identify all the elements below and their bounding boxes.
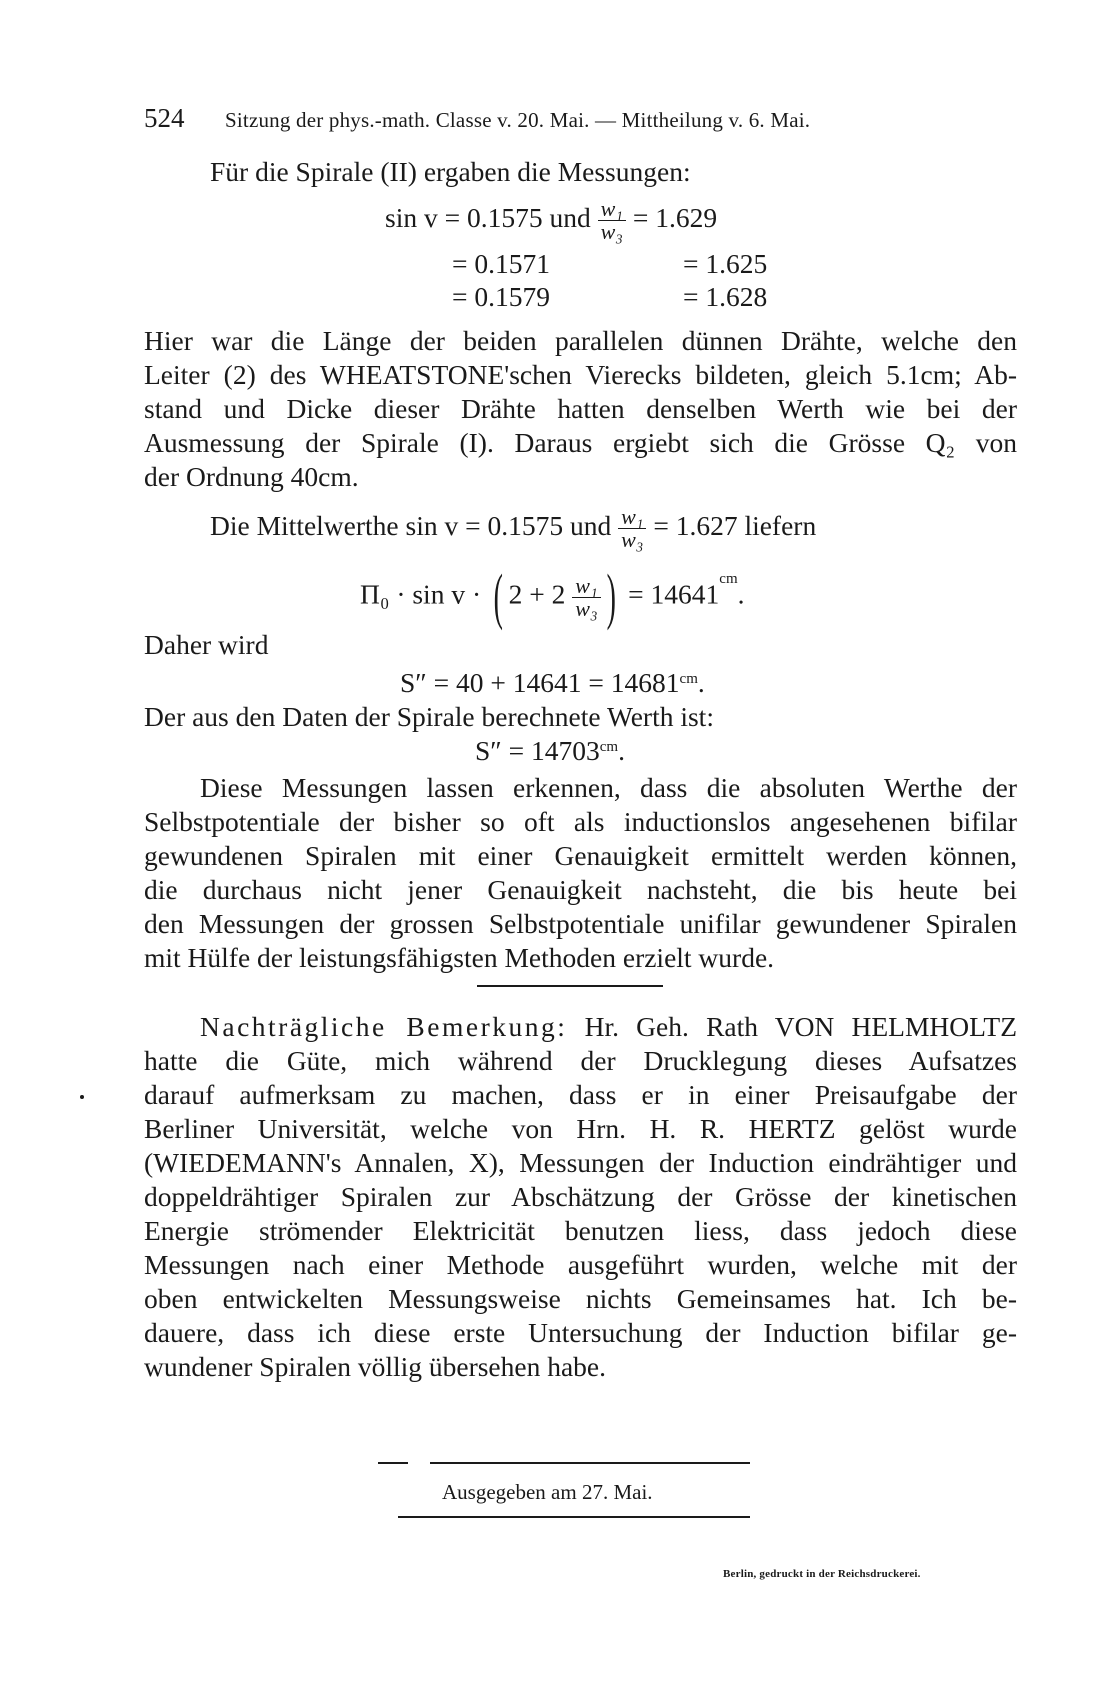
unit: cm: [599, 739, 619, 755]
measurement-row-3-left: = 0.1579: [452, 281, 551, 312]
period: .: [618, 735, 625, 766]
paragraph-1: [144, 324, 1017, 494]
formula-1: [360, 563, 745, 631]
formula1-result: = 14641: [628, 578, 720, 610]
note-heading: Nachträgliche Bemerkung:: [200, 1011, 568, 1042]
text-line: gewundenen Spiralen mit einer Genauigkeit ermittelt werden können,: [144, 840, 1017, 871]
margin-dot: [80, 1095, 84, 1099]
formula3-text: S″ = 14703: [475, 735, 600, 766]
row1-left: sin v = 0.1575 und: [385, 201, 591, 233]
text-line: Selbstpotentiale der bisher so oft als inductionslos angesehenen bifilar: [144, 806, 1017, 837]
note-first-line: [144, 1010, 1017, 1044]
period: .: [737, 578, 745, 610]
running-title: Sitzung der phys.-math. Classe v. 20. Mai. — Mittheilung v. 6. Mai.: [225, 108, 811, 132]
text-line: die durchaus nicht jener Genauigkeit nachsteht, die bis heute bei: [144, 874, 1017, 905]
text-line: wundener Spiralen völlig übersehen habe.: [144, 1351, 607, 1382]
measurements-intro: Für die Spirale (II) ergaben die Messungen:: [210, 156, 691, 187]
issued-date: Ausgegeben am 27. Mai.: [442, 1480, 653, 1504]
text-line: Hier war die Länge der beiden parallelen dünnen Drähte, welche den: [144, 325, 1017, 356]
text-line: Energie strömender Elektricität benutzen liess, dass jedoch diese: [144, 1215, 1017, 1246]
text-line: Hr. Geh. Rath VON HELMHOLTZ: [584, 1011, 1017, 1042]
text-line: mit Hülfe der leistungsfähigsten Methoden erzielt wurde.: [144, 942, 775, 973]
computed-value-text: Der aus den Daten der Spirale berechnete Werth ist:: [144, 701, 714, 732]
afterword-note: [144, 1010, 1017, 1384]
text-line: darauf aufmerksam zu machen, dass er in einer Preisaufgabe der: [144, 1079, 1017, 1110]
page-number: 524: [144, 103, 185, 133]
measurement-row-3-right: = 1.628: [683, 281, 768, 312]
text-line: hatte die Güte, mich während der Drucklegung dieses Aufsatzes: [144, 1045, 1017, 1076]
page-header: [144, 103, 810, 134]
text-line: Messungen nach einer Methode ausgeführt wurden, welche mit der: [144, 1249, 1017, 1280]
text-line: Leiter (2) des WHEATSTONE'schen Vierecks bildeten, gleich 5.1cm; Ab-: [144, 359, 1017, 390]
formula1-prefix: Π₀ · sin v ·: [360, 578, 482, 610]
text-line: den Messungen der grossen Selbstpotentiale unifilar gewundener Spiralen: [144, 908, 1017, 939]
text-line: doppeldrähtiger Spiralen zur Abschätzung der Grösse der kinetischen: [144, 1181, 1017, 1212]
text-line: Berliner Universität, welche von Hrn. H. R. HERTZ gelöst wurde: [144, 1113, 1017, 1144]
text-line: dauere, dass ich diese erste Untersuchung der Induction bifilar ge-: [144, 1317, 1017, 1348]
text-line: (WIEDEMANN's Annalen, X), Messungen der Induction eindrähtiger und: [144, 1147, 1017, 1178]
section-divider: [477, 985, 663, 987]
dash-rule: [378, 1462, 408, 1464]
unit: cm: [679, 671, 698, 687]
mean-left: Die Mittelwerthe sin v = 0.1575 und: [210, 509, 612, 541]
text-line: oben entwickelten Messungsweise nichts Gemeinsames hat. Ich be-: [144, 1283, 1017, 1314]
left-paren: (: [493, 563, 503, 631]
measurement-row-1: [385, 198, 717, 243]
top-rule: [430, 1462, 750, 1464]
mean-right: = 1.627 liefern: [653, 509, 817, 541]
text-line: Ausmessung der Spirale (I). Daraus ergiebt sich die Grösse Q₂ von: [144, 427, 1017, 458]
text-line: der Ordnung 40cm.: [144, 461, 359, 492]
paragraph-2: [144, 771, 1017, 975]
mean-fraction: $\frac{\text{w₁}}{\text{w₃}}$: [618, 506, 646, 551]
period: .: [697, 667, 705, 698]
right-paren: ): [606, 563, 616, 631]
printer-imprint: Berlin, gedruckt in der Reichsdruckerei.: [723, 1568, 921, 1580]
unit: cm: [719, 571, 738, 587]
mean-values-line: [210, 506, 816, 551]
row1-right: = 1.629: [632, 201, 718, 233]
formula1-fraction: $\frac{\text{w₁}}{\text{w₃}}$: [572, 575, 600, 620]
formula-3: [475, 734, 625, 768]
text-line: Diese Messungen lassen erkennen, dass die absoluten Werthe der: [200, 772, 1017, 803]
row1-fraction: $\frac{\text{w₁}}{\text{w₃}}$: [598, 198, 626, 243]
formula-2: [400, 666, 705, 700]
text-line: stand und Dicke dieser Drähte hatten denselben Werth wie bei der: [144, 393, 1017, 424]
formula2-text: S″ = 40 + 14641 = 14681: [400, 667, 680, 698]
measurement-row-2-left: = 0.1571: [452, 248, 551, 279]
daher-text: Daher wird: [144, 629, 269, 660]
formula1-inner: 2 + 2: [508, 578, 566, 610]
measurement-row-2-right: = 1.625: [683, 248, 768, 279]
bottom-rule: [398, 1516, 750, 1518]
